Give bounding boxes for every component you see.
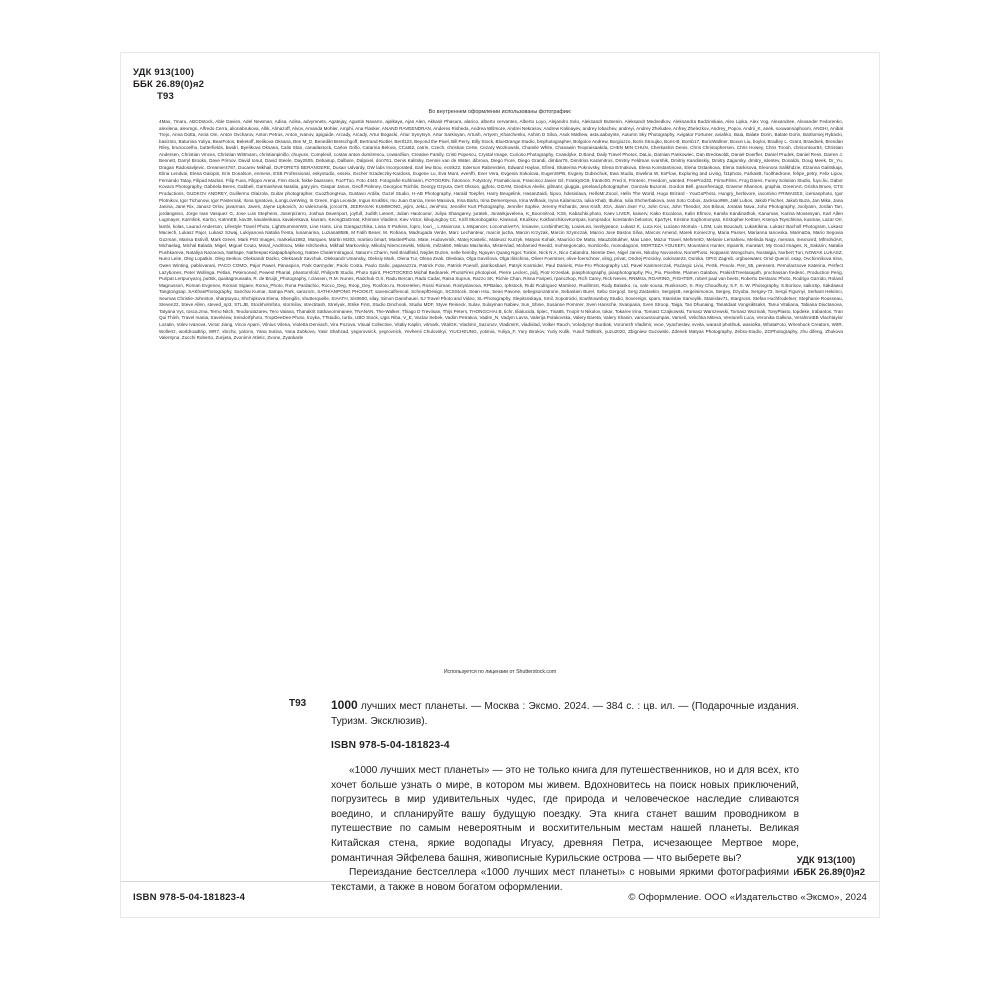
udk-code: УДК 913(100) — [133, 67, 195, 78]
udk-code-bottom: УДК 913(100) — [796, 855, 856, 866]
bbk-code-bottom: ББК 26.89(0)я2 — [796, 867, 865, 878]
credits-license-note: Используется по лицензии от Shutterstock.com — [443, 669, 557, 675]
isbn-footer: ISBN 978-5-04-181823-4 — [133, 892, 246, 903]
udk-block-bottom — [797, 855, 865, 879]
author-sign-biblio: Т93 — [289, 698, 307, 709]
page-footer — [121, 881, 879, 917]
author-sign-top: Т93 — [157, 91, 174, 102]
bibliographic-record — [331, 698, 799, 895]
photo-credits-list: 4Max, 7maru, ABCDstock, Able Davies, Adel Newman, Adisa, Adisa, advymnets, Agatejay, Agustin Navarro, ajalkaya, Ajan Alen, Akkasit Phasura, alarico, alberto cervantes, Alberto Loyo, Alejandro Solo, Aleksandr Butsenin, Aleksandr Medvedkov, Aleksandra Budzinskaia, Alex Lipka, Alex Vog, Alexandree, Alexander Fedorenko, alexilena, alexmgn, Alfredo Cerra, alionabrukova, Allik, Almazoff, Alvov, Amanda Mohler, Amphi, Ana Flasker, ANAND RAVEENDRAN, Anderes Risheda, Andrea Willmore, Andrei Nekrasov, Andrew Kalinayev, andrey lobachev, andreyi, Andrey Zheludev, Anfrey Zhelezkov, Andrey_Popov, Andrii_K, anek, soowannaphoom, ANGHI, Anibal Trejo, Anna Dotta, Anna Om, Anton Ovcharov, Anton Petrus, Anton_Ivanov, apiguide, Arcady, Arcady, Artur Bogacki, Artur Synytsyn, Artur Sarkisyan, Artush, Artyem_Kharchenko, Ashim D Silva, Asok Mathew, asta.aaboynte, Autumn Sky Photography, Avigator Fortuner, aviahko, Baia, Balate Dorin, Balate Dorin, Bartlomiej Rybacki, basizsto, Batunina Yuliya, BearFotos, Beketoff, Belikova Oksana, Ben M_D, Benedikt Bretschgoff, Bertrand Riotler, Bertl123, Beyond the Pixel, Bill Perry, Billy Stock, BlueOrange Studio, bmphotographer, Bolgolov Andrew, Borgiozzo, Boris Stroujko, Boris-B, Borsb17, BoricWallner, Boxun Liu, boyloi, Bradley L. Grant, Braedsek, Brendan Riley, brunocoelho, butterfields, bwidri, Byelikova Oksana, Calin Stan, canadastock, Carlos Grillo, Catarina Belova, CCat62, catrin, Czech, christian Certe, Cezary Wozkowski, Chamile White, Chanawin Teopraisaakda, CHEN MIN CHUN, Cherkashin Denis, Chris Christophersen, Chris Howey, Chris Tirooh, chrisontour84, Christian Andersen, Christian Vinces, Christian Wittmann, christianpinillo, chuyuss, Complexil, costas anton dumitrescu, cowardlion, Creative Family, Cristi Popescu, Crystal Image, Curioso.Photography, Cvandyke, D.Bond, Daily Travel Photos, DaLiu, Damian Pankowiec, Dan Breckwoldt, Daniel Doerfler, Daniel Prudek, Daniel Ress, Darren J. Bennett, Darryl Brooks, Dave Primov, David Ionut, David Steele, Day2505, Debairup, Dalbare, Dalpixel, don761, Denis Kalitsky, Dennis van de Water, dibrova, Diego Fiore, Diego Grandi, dimbar76, Dimitrios Karamitros, Dmitriy Feldman svarshik, Dmitriy Kandinskiy, Dmitry Zagursky, dmitry_islentev, Donaldo, Doug Meek, Dr_Yu, Dragan Radosavljevic, Dreamer4787, Ducarev Mikhail, DUFORETS BERANGERE, Dusan Udvardy, DW labs Incorporated, Earl lew Boo, ecstk22, Ederson Rabenstein, Edward Haylan, Efired, Ekaterina Pokrovsky, Elena Ermakova, Elena Konstantinova, Elena Ostankova, Elena Sarkisova, Eleonora Salikhdzie, Elzanna Galitskaja, Elina Lendvai, Elena Galopin, Erin Donalson, enmess, ESB Professional, eskystudio, esseix, Escher Szadeczky-Kardoss, Eugene Lu, Eva Mont, evenfh, Ever Vera, Evgenia Sokolova, EugenISPB, Evgeny Dubinchuk, Ewa Studio, Ewelina W, ExFlow, Exploring and Living, f11photo, FarkasB, foolthedrone, felipe_petry, Felix Lipov, Fernando Tatay, Filipad Mazlan, Filip Fuxa, Filippo Arena, Finn stock, fokke baarssen, FooTToo, Foto 4440, Fotografie Kuhlmann, FOTOGRIN, fotonnce, Fotystory, Framalicious, Francisco Javier Gil, FrankySG9, frantic00, Fred S, Frinteric, Freedom_wanted, FreeProd33, FrimuFilms, Frog Dares, Funny Solution Studio, fuyu.liu, Gabor Kovacs Photography, Gabriela Beres, Gabbeli, Garmasheva Natalia, gary.yim, Gaspar Janos, Geoff Pinkney, Georgios Tsichlis, Georgy Dzyura, Gert Olsson, ggfoto, GGAM, Giedrius Akelis, gilmanr, giuggia, gmeland.photographer, Gonzalo Buzonni, Gordon Bell, gracefrenag2, Graeme Shannon, graphia, GreenArt, Grisha Bruev, GTS Productions, GUDKOV ANDREY, Guillermo Olaizola, Guitar photographer, GuoZhongHua, Gustavo Ardila, Guzel Studio, H-AB Photography, Harald Toepfer, Harry Beugelink, HasanZaidi, hipoo, hdesislava, HelloMr.Zoool, Hello The World, Hugo Brizard - YouGoPhoto, Hungry_herbivore, iacomino FRIMAGES, icemanphoto, Igor Plotnikov, Igor Tichonow, Igor Pasternak, Ilona Ignatova, iLongLoveWing, In Green, Inga Leonide, Ingus Kruklitis, Inu Juan Garcia, Irene Masiova, Irina Barto, Irina Dementyeva, Irina Wilhauk, Iryna Kalamurza, Iuliia Khab, Ibulina, Iulia Shcherbakova, Ivan Soto Cobos, Jacksoo999, Jakl Lubos, Jakob Fischer, Jakub Buza, Jan Mika, Jana Janina, Jane Rix, Janusz Orlov, javarman, Javen, Jayne Lipkovich, Jo valenzuela, jcrcos78, JEERASAK KUMWONG, jejim, JekLi, JeniFoto, Jennifer Kurt Photography, Jennifer Sophie, Jeremy Richards, Jess Kraft, JGA, Jiann Jixer YU, John Crux, John Theodor, Jon Bilous, Joratas Nava, Joho Photography, Joolyann, Jordan Tan, jordangeiso, Jorge Ivan Vasquez G, Jose Luis Stephens, Joserpizarro, Joshua Davenport, joyfull, Judith Lienert, Julian Hautcoeur, Juliya Shangarey, juratek, Juratekjuvelena, K_Boonnitrod, K3S, Kabachki.photo, Kaev LIVER, kaiserv, Kako Escalona, Kalin Efimov, Kamila Kandinathok, Kanuman, Karina Movsesyan, Karl Allen Lugmayer, Karmlink, KarGo, KatrinEB, kav39, kavalenkava, kavalenkava, kavram, KeongDaGreat, Khirman Vladimir, Kiev Victor, kikujungboy CC, Kirill Skorobogatko, Kiwisoul, KKulikov, KokhanchikovKompas, komprador, konstantin belovtov, KpaTyH, Kristine Soghomonyan, Kristopher Kettner, Ksenya Tsyschkina, kusmav, Lazar Orr, lambi, kolas, Laurud Anderson, Lifestyle Travel Photo, LightSummerWS, Line Haris, Lino Garaguzzhika, Lissa S Parkins, lopro, louri_, L.Maiorcan, L.Mspancer, LocomotiveTA, lcsiavee, LcsbintheCity, LouieLea, lovelypeace, Lukasz K, Luca Kei, Luciano Mortula - LGM, Luis Boucault, LukaKikina, Lukasz Bacholl Photogram, Lukasz Maciech, Lukasz Pajor, Lukasz Szwaj, Lukiyanova Natalia frenta, lunamarina, Luziana8586, M Fatih Beser, M. Rohana, Madrugada Verde, Marc Lechanteur, marcin jucha, Marcin Krzyzak, Marcin Szymczak, Marcio Jose Bastos Silva, Marcos Amend, Marek Konieczny, Maria Passer, Marianna Ianovska, MarinaDa, Mario Segovia Guzman, Marisa Estivill, Mark Green, Mark Pritt Images, markelia1982, Marques, Martin M303, martino bmart, MasterPhoto, Mate, Hudovernik, Matej Kastelic, Mateusz Kurzyk, Matyas Kohak, Mauricio De Matto, MauZobtukher, Max Lane, Mazur Travel, MehmetO, Melanie Lemahieu, Melinda Nagy, menara, mexrunrd, MfmohdArt, Michaelag, Michal Balada, Migel, Miguel Couto, Minal_Andritsou, Mike Ishchenko, Mikhail Markovskiy, Mikolaj Niemczewski, Milonk, milzak50, Miksas Mazlanka, Mistervlad, Mohamed Reedd, mohsegoncalo, monticello, monodagoon, MORTEZA YOUSEFI, Mountains Hunter, mpanriti, muratart, My Good Images, N_Sakarin, Natalia Pushkareva, Nataliya Nazarova, Nathape, Natheepat Kiatpaphaphong, Nattee Chalermtiragool, Nature's Charm, Neil Bradfield, Nejdet Duzen, nelle heimby, Nguyen Quang Ngoc Tonkin, Nick N A, Nico Calandra, Nientie Dee, Nigel Jarvis, Nikolay Novoselov, NonnPhoto, Noppasin Wongchum, Nostalgia, Norbert Turi, NOWAK LUKASZ, Nuno Leite, Oleg Lopatkin, Oleg Senkov, Oleksandr Dazko, Oleksandr Savchuk, Oleksandr Umansky, Oleksiy Mark, Olena Tur, Olena Znak, Oleskaia, Olga Gavrilova, Olga Ilinichina, Oliver Foerstner, olive-foerschner, oling, privat, Ondrej Prosicky, ookinate23, Oomka, OPIG Zagreb, orgbuewater, Oriol Querol, osap, Ovchinnikova Irina, Owen Winting, pablovarani, PACO COMO, Pajor Pawel, Panaspics, Park Garmyder, Paolo Costa, Paolo Gallo, paparazzza, Patrick Foto, Patrick Poendl, patrikosbael, Patryk Kosmider, Paul Daniels, Pav-Pro Photography Ltd, Pavel Kammerczak, Pazargic Liviu, PeSk, Pexolo, Pen_85, peresent, Pemolactsove Katerina, Perfect Lazybones, Peter Wollinga, Petlan, Petersoned, Pewest Pharial, phantomfold, PhilipVB Studio, Photo Spirit, PHOTOCREO Michal Bednarek, PhotoFires photopixel, Pierre Leclerc, pidj, Piotr Krzeslak, piasphotography, piasphotography, Piu_Piu, PixelMe, Plamen Galabov, PrakishTreetasajuth, prochassan frederic, Production Perig, Puripat Lertpunyaroj, puttsk, quaitagmusaala, R. de Bruijn_Photography, r.classen, R.M. Nunes, Radchuk O.S, Radu Bercan, Radu Cadar, Raisa Suprun, Razzo SK, Richie Chan, Risna Faripeti, rpanczkop, Rich Carey, Rick Neves, RNMitra, ROARING_FIGHTER, robert paul van beets, Roberto Destarac Photo, Rodrigo Garrido, Roland Magnusson, Roman Evgenev, Roman Sigaev, Roma_Photo, Rona Pardachio, Rocco_Deg, Roop_Dey, Rosfoto.ru, RossHelen, Rossi Roman, Rostyslavova, RPBalao, rphstock, Rubi Rodriguez Martinez, Rudilmrst, Rudy Balasko, ru, vale sousa, RuskosoO, S. Roy Choudhury, S.F, S. W. Photography, S.Borisov, saikoSp, Sakdawut Tangtongsap, SAKhanPhotography, Sanchai Kumar, Sampa Park, sarazorn, SATHIANPONG PHOOKIT, savenicalfrencal, SchnepfDesign, SCSStock, Sean Hsu, Sean Pavone, sebegsonzatrone, Sebastien Burel, Sebo Gergoyl, Serg Zastavkin, SergejsB, sergeisimonov, Sergey, Dzyuba, Sergey-73, Sergii Figurnyi, Serkant Hekimci, Seumas Christie-Johnston, sharptoyou, Shchipkova Elena, Shengilis, shutterquelle, SIAATH, Sis0600, silay, Simon Dannhauer, SJ Travel Photo and Video, SL-Photography, Slepitssskaya, Smil, Sopotnicki, Southtownboy Studio, Sovereign, spam, Stanislav Samoylik, Stanislav71, Stargross, Stefan Hochfrodelner, Stephanie Rousseau, Steven22, Steve Allen, steved_np3, STLJB, Stockholmfoto, stormilov, strectitash, Strelyuk, Strike First, Studio Dinchook, Studio MDF, Styve Reineck, Sulav, Sulayman Nabiev, Sun_Shine, Susanne Pommer, Sven Hansche, Svanparia, Sven Stroop, Taiga, Tan Dhunaing, Tanatdaat Vongsiktsakn, Tanui Vitaliana, Tabiana Diuctanova, Tatyana Vyc, tosca.zma, Terno Nitch, Teodorulazarev, Tero Vaiana, Thanakrit Sathavornmanee, TNANAN, The-Walker, Thiago D Treviisan, Thijs Peters, THONGCHAI.B, tichr, tilialucida, tiplec, Tisa85, Tnopir N Nikolov, tokar, Tokarev Irina, Tomasz Czajkowski, Tomasz Warszewski, Tomasz Wozniak, TonyPlasto, topdeke, trabantos, Tran Qui Thinh, Travel mania, travelview, treisdorfphoto, TropDeeDee Photo, troyka, TTstudio, turtix, UBO Stock, Ugis Riba, V_E, Vaclav Sebek, Vadim Petrakov, Vadim_N, Vadym Lavra, Valerija Polakovska, Valery Bareta, Valery Shanin, vanioussoumpas, Varnell, Velichka Miteva, Venturelli Luca, Veronika Galkina, VerahinnBB Vlachtaylor Lozatin, Volev Ivanova, Victor Jiang, Vicov Aparri, Vilnius Vilena, Violetta Derviach, Vira Pozova, Visual Collective, Vitaliy Kaplin, vitmark, VitalGK, Vladimir_Sazonov, VladimirK, vladislad, Volker Rauch, Volodymyr Burdiak, Voronezh Vladimir, vvoe, Vyacheslav, vvvita, warasit photihuk, wasiolka, WhataFoto, Wireshock Creators, WitR, Wollertz, worldroadtrip, WR7, xbrchx, yalcins, Yana Sutina, Yana Zubkova, Yasir Shahzad, yegorovnick, yegrovnick, Yevhenii Chulovskyi, YIUCHEUNG, yotimia, Yuliya_F, Yury Birukov, Yuriy Kulik, Yusuf Tatlitürk, yuzu2020, Zbigniew Guzowski, Zdenek Matyas Photography, Zebra-Studio, ZGPhotography, zhu difeng, Zhukova Valentyna, Zocchi Roberto, Zurijeta, Zvonimir Atletic, Zvone, Zyankarle — [159, 119, 843, 341]
credits-heading: Во внутреннем оформлении использованы фотографии: — [428, 109, 572, 115]
biblio-description — [331, 698, 799, 729]
biblio-title-number: 1000 — [331, 698, 358, 712]
annotation-paragraph-2: Переиздание бестселлера «1000 лучших мест планеты» с новыми яркими фотографиями и текстами, а также в новом богатом оформлении. — [331, 867, 799, 893]
isbn-biblio: ISBN 978-5-04-181823-4 — [331, 740, 450, 751]
udk-block-top — [133, 67, 204, 103]
bbk-code: ББК 26.89(0)я2 — [133, 79, 205, 90]
annotation — [331, 764, 799, 895]
copyright-notice: © Оформление. ООО «Издательство «Эксмо», 2024 — [628, 892, 867, 903]
book-imprint-page — [120, 52, 880, 918]
annotation-paragraph-1: «1000 лучших мест планеты» — это не только книга для путешественников, но и для всех, кто хочет больше узнать о мире, в котором мы живем. Вдохновитесь на поиск новых приключений, погрузитесь в мир удивительных чудес, где природа и человеческое наследие сливаются воедино, и спланируйте вашу будущую поездку. Эта книга станет вашим проводником в путешествие по самым невероятным и восхитительным местам нашей планеты. Великая Китайская стена, яркие водопады Игуасу, древняя Петра, исчезающее Мертвое море, романтичная Эйфелева башня, живописные Курильские острова — что выберете вы? — [331, 765, 799, 864]
biblio-description-text: лучших мест планеты. — Москва : Эксмо. 2024. — 384 с. : цв. ил. — (Подарочные издания. Туризм. Эксклюзив). — [331, 701, 799, 727]
